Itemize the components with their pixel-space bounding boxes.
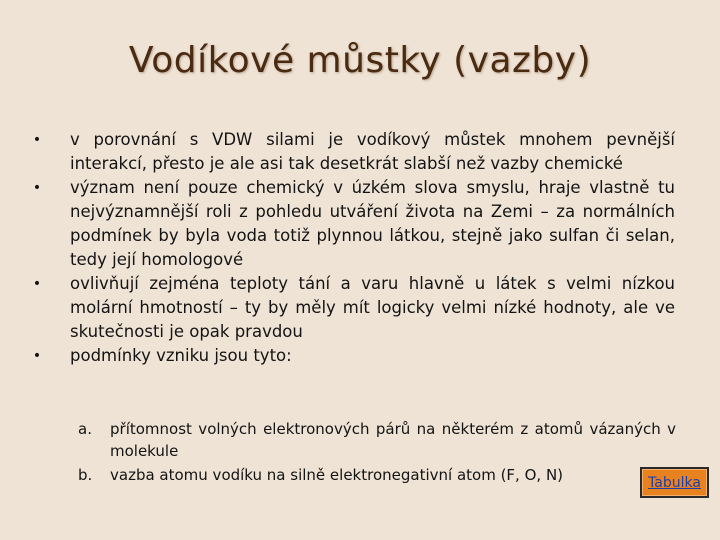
tabulka-link[interactable]: Tabulka (648, 474, 701, 491)
bullet-icon: • (32, 348, 42, 364)
slide-title: Vodíkové můstky (vazby) (128, 40, 592, 81)
bullet-text: ovlivňují zejména teploty tání a varu hlavně u látek s velmi nízkou molární hmotností – ty by měly mít logicky velmi nízké hodnoty, ale ve skutečnosti je opak pravdou (70, 274, 675, 341)
bullet-text: podmínky vzniku jsou tyto: (70, 346, 292, 365)
bullet-item (30, 176, 675, 272)
conditions-list (78, 418, 676, 486)
condition-marker: a. (78, 420, 92, 438)
bullet-text: v porovnání s VDW silami je vodíkový můstek mnohem pevnější interakcí, přesto je ale asi tak desetkrát slabší než vazby chemické (70, 130, 675, 173)
bullet-icon: • (32, 132, 42, 148)
bullet-item (30, 272, 675, 344)
bullet-text: význam není pouze chemický v úzkém slova smyslu, hraje vlastně tu nejvýznamnější roli z pohledu utváření života na Zemi – za normálních podmínek by byla voda totiž plynnou látkou, stejně jako sulfan či selan, tedy její homologové (70, 178, 675, 269)
condition-text: přítomnost volných elektronových párů na některém z atomů vázaných v molekule (110, 420, 676, 460)
bullet-icon: • (32, 180, 42, 196)
condition-item (78, 464, 676, 486)
condition-marker: b. (78, 466, 93, 484)
condition-item (78, 418, 676, 462)
tabulka-button[interactable] (640, 467, 709, 498)
condition-text: vazba atomu vodíku na silně elektronegativní atom (F, O, N) (110, 466, 564, 484)
bullet-icon: • (32, 276, 42, 292)
bullet-item (30, 128, 675, 176)
bullet-item (30, 344, 675, 368)
bullet-list (30, 128, 675, 368)
